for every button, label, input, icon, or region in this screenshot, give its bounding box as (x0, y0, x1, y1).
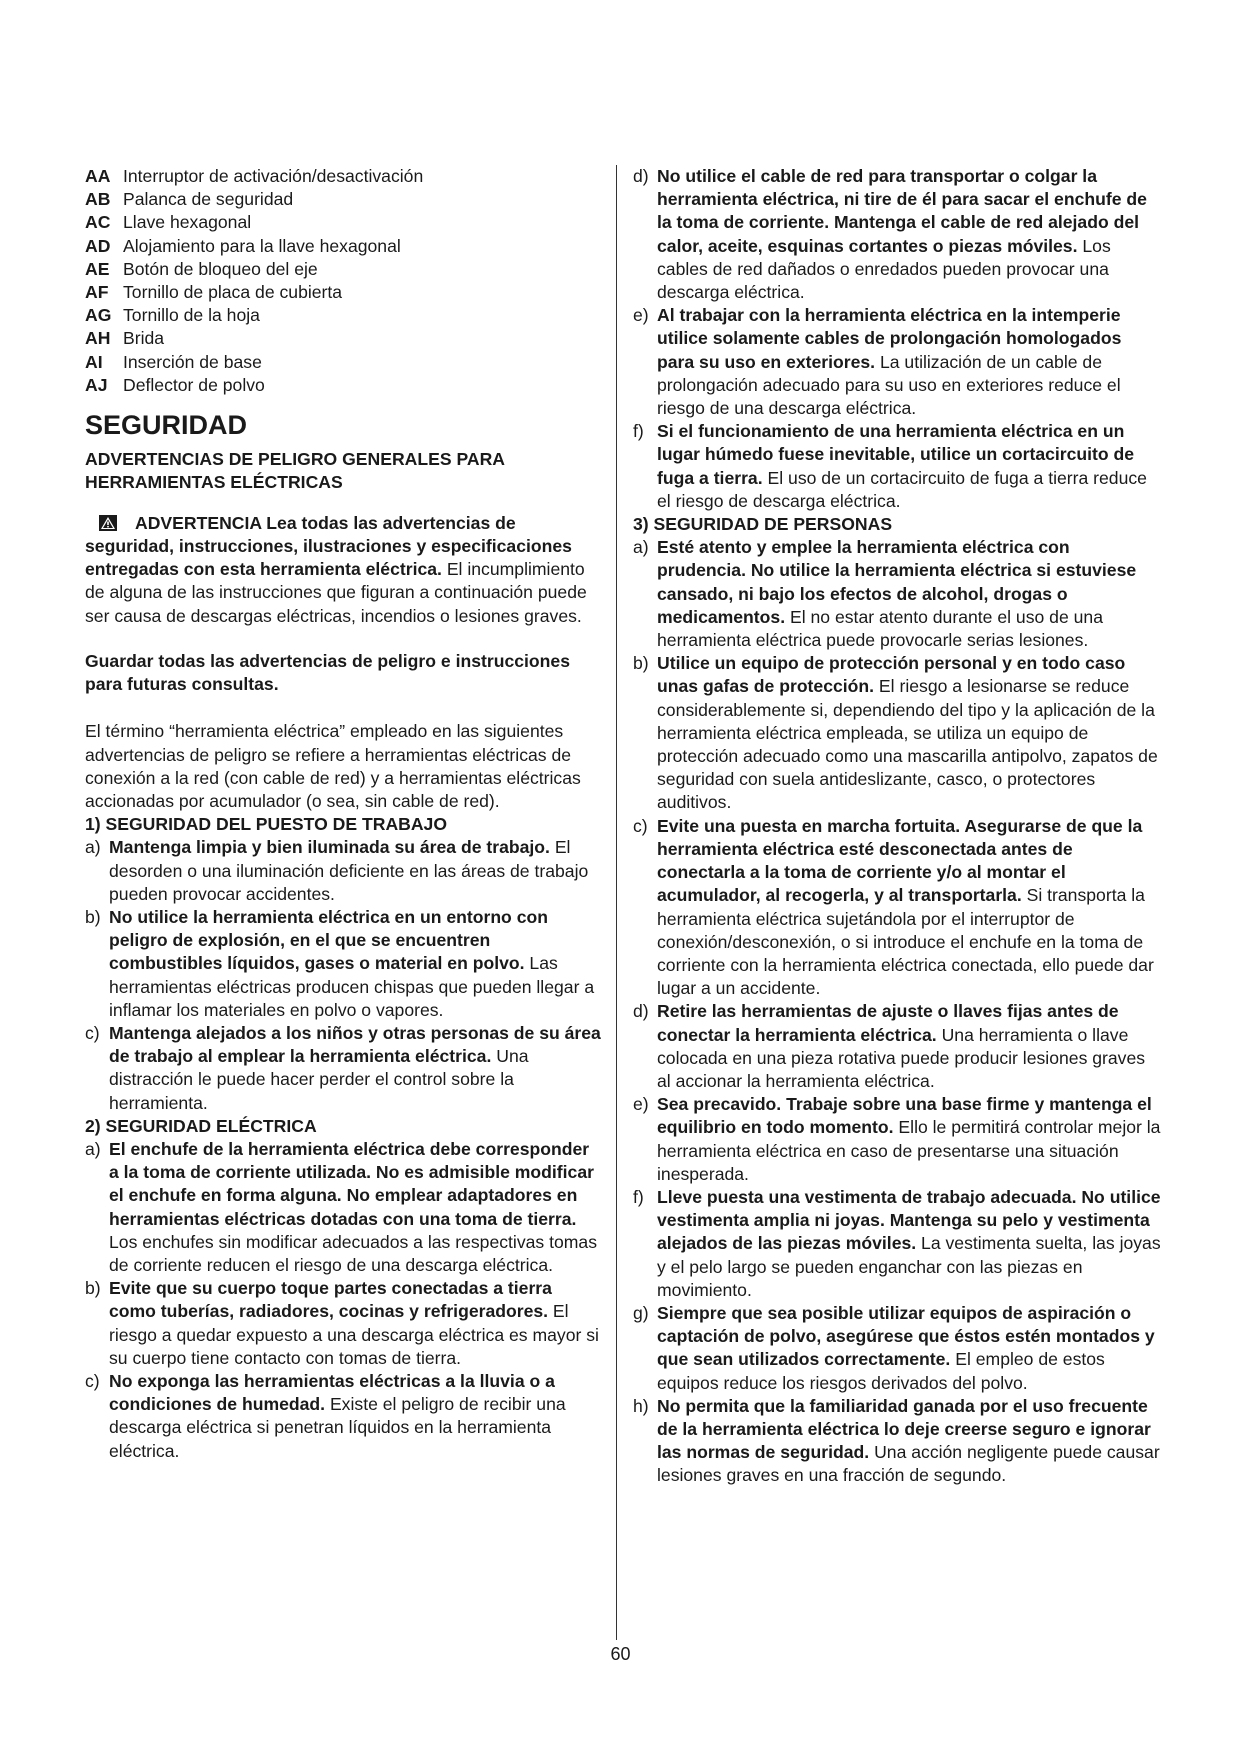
column-divider (616, 165, 617, 1640)
list-item: c) Evite una puesta en marcha fortuita. Asegurarse de que la herramienta eléctrica esté desconectada antes de conectarla a la toma de corriente y/o al montar el acumulador, al recogerla, y al transportarla. Si transporta la herramienta eléctrica sujetándola por el interruptor de conexión/desconexión, o si introduce el enchufe en la toma de corriente con la herramienta eléctrica conectada, ello puede dar lugar a un accidente. (633, 815, 1154, 999)
page-number: 60 (610, 1644, 631, 1664)
section-heading: 1) SEGURIDAD DEL PUESTO DE TRABAJO (85, 814, 448, 835)
list-item: AF Tornillo de placa de cubierta (85, 281, 343, 302)
term-definition: El término “herramienta eléctrica” empleado en las siguientes advertencias de peligro se refiere a herramientas eléctricas de conexión a la red (con cable de red) y a herramientas eléctricas accionadas por acumulador (o sea, sin cable de red). (85, 721, 581, 811)
list-item: e) Al trabajar con la herramienta eléctrica en la intemperie utilice solamente cables de prolongación homologados para su uso en exteriores. La utilización de un cable de prolongación adecuado para su uso en exteriores reduce el riesgo de una descarga eléctrica. (633, 305, 1122, 419)
left-column (85, 165, 601, 1463)
list-item: c) Mantenga alejados a los niños y otras personas de su área de trabajo al emplear la herramienta eléctrica. Una distracción le puede hacer perder el control sobre la herramienta. (85, 1022, 601, 1113)
list-item: g) Siempre que sea posible utilizar equipos de aspiración o captación de polvo, asegúrese que éstos estén montados y que sean utilizados correctamente. El empleo de estos equipos reduce los riesgos derivados del polvo. (633, 1302, 1155, 1393)
list-item: AJ Deflector de polvo (85, 374, 265, 395)
list-item: b) Utilice un equipo de protección personal y en todo caso unas gafas de protección. El riesgo a lesionarse se reduce considerablemente si, dependiendo del tipo y la aplicación de la herramienta eléctrica empleada, se utiliza un equipo de protección adecuado como una mascarilla antipolvo, zapatos de seguridad con suela antideslizante, casco, o protectores auditivos. (633, 653, 1158, 813)
parts-list (85, 165, 601, 397)
warning-triangle-icon (99, 514, 117, 530)
section-title: SEGURIDAD (85, 409, 248, 440)
list-item: AC Llave hexagonal (85, 212, 252, 233)
list-item: h) No permita que la familiaridad ganada por el uso frecuente de la herramienta eléctrica lo deje creerse seguro e ignorar las normas de seguridad. Una acción negligente puede causar lesiones graves en una fracción de segundo. (633, 1395, 1160, 1486)
list-item: AE Botón de bloqueo del eje (85, 258, 318, 279)
general-warning: ADVERTENCIA Lea todas las advertencias de seguridad, instrucciones, ilustraciones y especificaciones entregadas con esta herramienta eléctrica. El incumplimiento de alguna de las instrucciones que figuran a continuación puede ser causa de descargas eléctricas, incendios o lesiones graves. (85, 512, 587, 626)
section-subtitle: ADVERTENCIAS DE PELIGRO GENERALES PARA HERRAMIENTAS ELÉCTRICAS (85, 448, 505, 492)
right-column (633, 165, 1163, 1488)
list-item: d) Retire las herramientas de ajuste o llaves fijas antes de conectar la herramienta eléctrica. Una herramienta o llave colocada en una pieza rotativa puede producir lesiones graves al accionar la herramienta eléctrica. (633, 1001, 1146, 1091)
save-instructions-note: Guardar todas las advertencias de peligro e instrucciones para futuras consultas. (85, 650, 570, 695)
list-item: AB Palanca de seguridad (85, 189, 294, 210)
list-item: c) No exponga las herramientas eléctricas a la lluvia o a condiciones de humedad. Existe el peligro de recibir una descarga eléctrica si penetran líquidos en la herramienta eléctrica. (85, 1370, 566, 1461)
list-item: AH Brida (85, 328, 165, 349)
list-item: d) No utilice el cable de red para transportar o colgar la herramienta eléctrica, ni tire de él para sacar el enchufe de la toma de corriente. Mantenga el cable de red alejado del calor, aceite, esquinas cortantes o piezas móviles. Los cables de red dañados o enredados pueden provocar una descarga eléctrica. (633, 166, 1147, 303)
list-item: AI Inserción de base (85, 351, 262, 372)
list-item: f) Si el funcionamiento de una herramienta eléctrica en un lugar húmedo fuese inevitable, utilice un cortacircuito de fuga a tierra. El uso de un cortacircuito de fuga a tierra reduce el riesgo de descarga eléctrica. (633, 421, 1147, 511)
list-item: b) Evite que su cuerpo toque partes conectadas a tierra como tuberías, radiadores, cocinas y refrigeradores. El riesgo a quedar expuesto a una descarga eléctrica es mayor si su cuerpo tiene contacto con tomas de tierra. (85, 1278, 599, 1368)
list-item: a) Mantenga limpia y bien iluminada su área de trabajo. El desorden o una iluminación deficiente en las áreas de trabajo pueden provocar accidentes. (85, 837, 589, 904)
section-heading: 2) SEGURIDAD ELÉCTRICA (85, 1115, 317, 1136)
list-item: a) Esté atento y emplee la herramienta eléctrica con prudencia. No utilice la herramienta eléctrica si estuviese cansado, ni bajo los efectos de alcohol, drogas o medicamentos. El no estar atento durante el uso de una herramienta eléctrica puede provocarle serias lesiones. (633, 537, 1137, 651)
list-item: AG Tornillo de la hoja (85, 305, 260, 326)
list-item: e) Sea precavido. Trabaje sobre una base firme y mantenga el equilibrio en todo momento. Ello le permitirá controlar mejor la herramienta eléctrica en caso de presentarse una situación inesperada. (633, 1094, 1161, 1184)
list-item: a) El enchufe de la herramienta eléctrica debe corresponder a la toma de corriente utilizada. No es admisible modificar el enchufe en forma alguna. No emplear adaptadores en herramientas eléctricas dotadas con una toma de tierra. Los enchufes sin modificar adecuados a las respectivas tomas de corriente reducen el riesgo de una descarga eléctrica. (85, 1138, 597, 1275)
list-item: f) Lleve puesta una vestimenta de trabajo adecuada. No utilice vestimenta amplia ni joyas. Mantenga su pelo y vestimenta alejados de las piezas móviles. La vestimenta suelta, las joyas y el pelo largo se pueden enganchar con las piezas en movimiento. (633, 1186, 1161, 1300)
section-heading: 3) SEGURIDAD DE PERSONAS (633, 514, 893, 535)
list-item: AD Alojamiento para la llave hexagonal (85, 235, 401, 256)
list-item: AA Interruptor de activación/desactivación (85, 166, 424, 186)
list-item: b) No utilice la herramienta eléctrica en un entorno con peligro de explosión, en el que se encuentren combustibles líquidos, gases o material en polvo. Las herramientas eléctricas producen chispas que pueden llegar a inflamar los materiales en polvo o vapores. (85, 906, 595, 1020)
